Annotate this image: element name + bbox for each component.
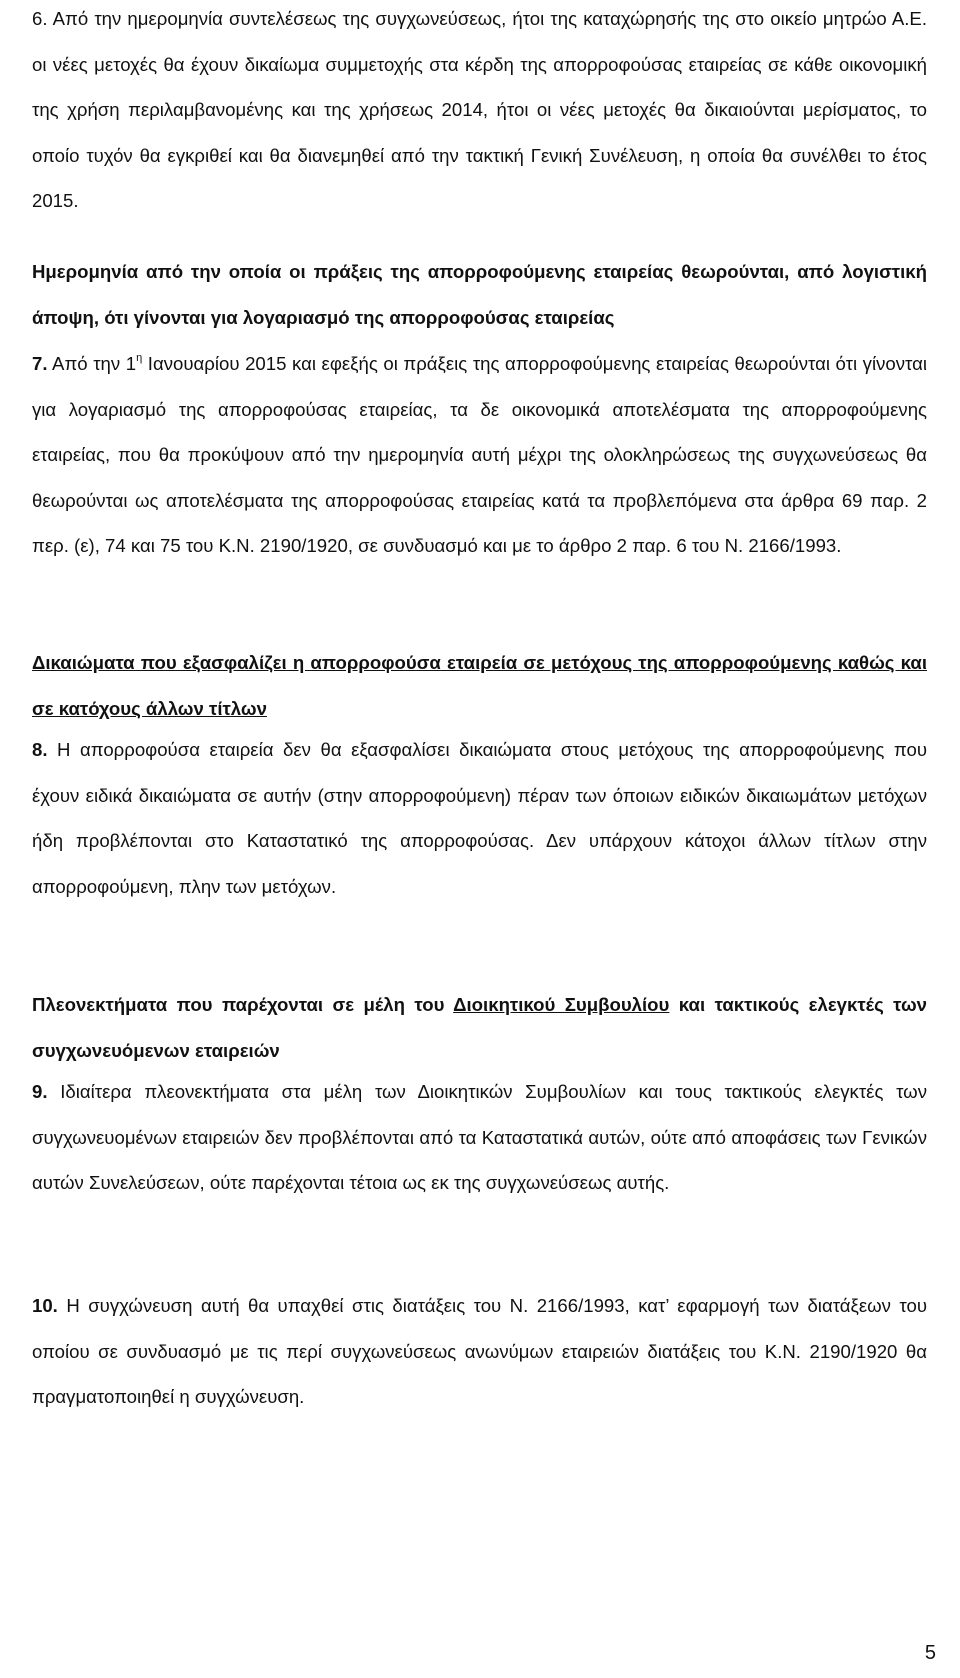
ordinal-superscript: η xyxy=(136,352,143,364)
heading-9-underlined: Διοικητικού Συμβουλίου xyxy=(453,994,670,1015)
paragraph-7 xyxy=(32,341,927,569)
paragraph-8-number: 8. xyxy=(32,739,48,760)
page-number: 5 xyxy=(924,1642,936,1664)
heading-8: Δικαιώματα που εξασφαλίζει η απορροφούσα εταιρεία σε μετόχους της απορροφούμενης καθώς και σε κατόχους άλλων τίτλων xyxy=(32,652,927,719)
paragraph-7-text-start: Από την 1 xyxy=(47,353,137,374)
heading-9-text-end: και τακτικούς ελεγκτές των συγχωνευόμενων εταιρειών xyxy=(32,994,928,1061)
paragraph-8-text: Η απορροφούσα εταιρεία δεν θα εξασφαλίσει δικαιώματα στους μετόχους της απορροφούμενης που έχουν ειδικά δικαιώματα σε αυτήν (στην απορροφούμενη) πέραν των όποιων ειδικών δικαιωμάτων μετόχων ήδη προβλέπονται στο Καταστατικό της απορροφούσας. Δεν υπάρχουν κάτοχοι άλλων τίτλων στην απορροφούμενη, πλην των μετόχων. xyxy=(32,739,927,897)
heading-7: Ημερομηνία από την οποία οι πράξεις της απορροφούμενης εταιρείας θεωρούνται, από λογιστική άποψη, ότι γίνονται για λογαριασμό της απορροφούσας εταιρείας xyxy=(32,261,927,328)
paragraph-8 xyxy=(32,727,927,909)
heading-9-text-start: Πλεονεκτήματα που παρέχονται σε μέλη του xyxy=(32,994,454,1015)
heading-9 xyxy=(32,982,927,1073)
paragraph-6: 6. Από την ημερομηνία συντελέσεως της συγχωνεύσεως, ήτοι της καταχώρησής της στο οικείο μητρώο Α.Ε. οι νέες μετοχές θα έχουν δικαίωμα συμμετοχής στα κέρδη της απορροφούσας εταιρείας σε κάθε οικονομική της χρήση περιλαμβανομένης και της χρήσεως 2014, ήτοι οι νέες μετοχές θα δικαιούνται μερίσματος, το οποίο τυχόν θα εγκριθεί και θα διανεμηθεί από την τακτική Γενική Συνέλευση, η οποία θα συνέλθει το έτος 2015. xyxy=(32,8,927,212)
paragraph-9-text: Ιδιαίτερα πλεονεκτήματα στα μέλη των Διοικητικών Συμβουλίων και τους τακτικούς ελεγκτές των συγχωνευομένων εταιρειών δεν προβλέπονται από τα Καταστατικά αυτών, ούτε από αποφάσεις των Γενικών αυτών Συνελεύσεων, ούτε παρέχονται τέτοια ως εκ της συγχωνεύσεως αυτής. xyxy=(32,1081,927,1194)
paragraph-9-number: 9. xyxy=(32,1081,48,1102)
paragraph-7-number: 7. xyxy=(32,353,48,374)
paragraph-10-number: 10. xyxy=(32,1295,58,1316)
paragraph-10 xyxy=(32,1283,927,1420)
paragraph-7-text-rest: Ιανουαρίου 2015 και εφεξής οι πράξεις της απορροφούμενης εταιρείας θεωρούνται ότι γίνονται για λογαριασμό της απορροφούσας εταιρείας, τα δε οικονομικά αποτελέσματα της απορροφούμενης εταιρείας, που θα προκύψουν από την ημερομηνία αυτή μέχρι της ολοκληρώσεως της συγχωνεύσεως θα θεωρούνται ως αποτελέσματα της απορροφούσας εταιρείας κατά τα προβλεπόμενα στα άρθρα 69 παρ. 2 περ. (ε), 74 και 75 του Κ.Ν. 2190/1920, σε συνδυασμό και με το άρθρο 2 παρ. 6 του Ν. 2166/1993. xyxy=(32,353,927,557)
paragraph-10-text: Η συγχώνευση αυτή θα υπαχθεί στις διατάξεις του Ν. 2166/1993, κατ’ εφαρμογή των διατάξεων του οποίου σε συνδυασμό με τις περί συγχωνεύσεως ανωνύμων εταιρειών διατάξεις του Κ.Ν. 2190/1920 θα πραγματοποιηθεί η συγχώνευση. xyxy=(32,1295,927,1408)
paragraph-9 xyxy=(32,1069,927,1206)
